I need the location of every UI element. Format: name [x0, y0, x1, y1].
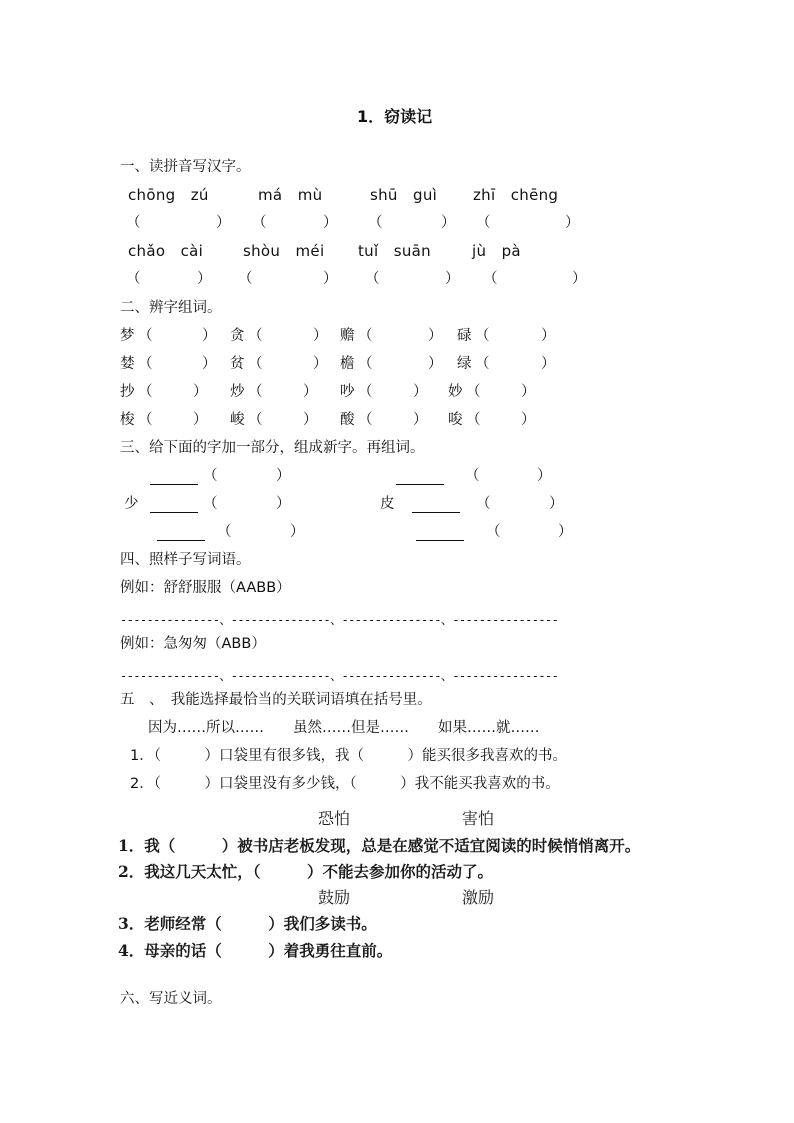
answer-paren-open: （ [248, 412, 263, 428]
answer-paren-open: （ [126, 215, 141, 231]
char-item: 峻 [230, 412, 245, 428]
char-item: 檐 [340, 356, 355, 372]
word-choice: 害怕 [462, 809, 495, 828]
char-item: 赡 [340, 328, 355, 344]
answer-paren-close: ） [276, 468, 291, 484]
answer-paren-close: ） [303, 412, 318, 428]
answer-paren-close: ） [197, 271, 212, 287]
answer-paren-open: （ [248, 328, 263, 344]
question-3: 1．我（ ）被书店老板发现，总是在感觉不适宜阅读的时候悄悄离开。 [118, 836, 641, 855]
answer-paren-close: ） [428, 328, 443, 344]
answer-paren-open: （ [138, 412, 153, 428]
answer-paren-close: ） [303, 384, 318, 400]
answer-paren-open: （ [248, 384, 263, 400]
char-item: 贫 [230, 356, 245, 372]
char-item: 贪 [230, 328, 245, 344]
example-2: 例如：急匆匆（ABB） [120, 636, 266, 652]
page-title: 1．窃读记 [357, 107, 433, 126]
char-item: 妙 [448, 384, 463, 400]
pinyin-item: shòu méi [243, 242, 325, 260]
answer-paren-open: （ [248, 356, 263, 372]
pinyin-item: chōng zú [128, 186, 209, 204]
answer-dash-line: ---------------、---------------、---------------、---------------- [120, 613, 559, 627]
answer-paren-close: ） [445, 271, 460, 287]
answer-paren-close: ） [441, 215, 456, 231]
answer-paren-open: （ [466, 412, 481, 428]
answer-paren-open: （ [358, 384, 373, 400]
blank-line [150, 512, 198, 513]
answer-paren-open: （ [203, 496, 218, 512]
char-item: 抄 [120, 384, 135, 400]
answer-paren-open: （ [358, 356, 373, 372]
section-6-heading: 六、写近义词。 [120, 991, 222, 1007]
answer-paren-open: （ [126, 271, 141, 287]
answer-paren-close: ） [541, 328, 556, 344]
answer-paren-open: （ [365, 271, 380, 287]
answer-paren-open: （ [486, 524, 501, 540]
pinyin-item: shū guì [370, 186, 438, 204]
answer-paren-open: （ [475, 328, 490, 344]
answer-paren-open: （ [466, 384, 481, 400]
answer-paren-close: ） [549, 496, 564, 512]
question-6: 4．母亲的话（ ）着我勇往直前。 [118, 941, 393, 960]
answer-paren-open: （ [138, 384, 153, 400]
char-item: 唆 [448, 412, 463, 428]
answer-paren-close: ） [558, 524, 573, 540]
base-char: 少 [124, 496, 139, 512]
conjunction-options: 因为……所以…… 虽然……但是…… 如果……就…… [148, 720, 540, 736]
answer-paren-close: ） [413, 412, 428, 428]
answer-paren-close: ） [216, 215, 231, 231]
answer-paren-open: （ [368, 215, 383, 231]
answer-paren-close: ） [313, 356, 328, 372]
answer-paren-open: （ [138, 356, 153, 372]
answer-paren-open: （ [465, 468, 480, 484]
answer-paren-open: （ [217, 524, 232, 540]
answer-paren-close: ） [193, 384, 208, 400]
answer-paren-close: ） [323, 215, 338, 231]
blank-line [157, 540, 205, 541]
answer-paren-close: ） [541, 356, 556, 372]
pinyin-item: zhī chēng [473, 186, 559, 204]
base-char: 皮 [380, 496, 395, 512]
question-5: 3．老师经常（ ）我们多读书。 [118, 914, 377, 933]
blank-line [416, 540, 464, 541]
answer-paren-close: ） [565, 215, 580, 231]
answer-paren-close: ） [313, 328, 328, 344]
answer-paren-open: （ [252, 215, 267, 231]
word-choice: 鼓励 [318, 888, 351, 907]
section-1-heading: 一、读拼音写汉字。 [120, 159, 251, 175]
answer-paren-close: ） [323, 271, 338, 287]
char-item: 绿 [457, 356, 472, 372]
blank-line [412, 512, 460, 513]
answer-paren-open: （ [476, 215, 491, 231]
pinyin-item: jù pà [472, 242, 521, 260]
answer-dash-line: ---------------、---------------、---------------、---------------- [120, 669, 559, 683]
char-item: 酸 [340, 412, 355, 428]
char-item: 吵 [340, 384, 355, 400]
answer-paren-open: （ [138, 328, 153, 344]
question-1: 1．（ ）口袋里有很多钱，我（ ）能买很多我喜欢的书。 [130, 748, 567, 764]
blank-line [150, 484, 198, 485]
word-choice: 恐怕 [318, 809, 351, 828]
answer-paren-close: ） [537, 468, 552, 484]
char-item: 婪 [120, 356, 135, 372]
example-1: 例如：舒舒服服（AABB） [120, 580, 291, 596]
answer-paren-close: ） [521, 412, 536, 428]
blank-line [396, 484, 444, 485]
answer-paren-open: （ [358, 412, 373, 428]
answer-paren-open: （ [475, 356, 490, 372]
section-3-heading: 三、给下面的字加一部分，组成新字。再组词。 [120, 440, 425, 456]
answer-paren-close: ） [413, 384, 428, 400]
answer-paren-close: ） [193, 412, 208, 428]
section-4-heading: 四、照样子写词语。 [120, 552, 251, 568]
answer-paren-open: （ [238, 271, 253, 287]
char-item: 梦 [120, 328, 135, 344]
answer-paren-close: ） [290, 524, 305, 540]
answer-paren-close: ） [202, 356, 217, 372]
pinyin-item: chǎo cài [128, 242, 204, 260]
answer-paren-open: （ [358, 328, 373, 344]
answer-paren-open: （ [476, 496, 491, 512]
pinyin-item: tuǐ suān [358, 242, 431, 260]
answer-paren-close: ） [202, 328, 217, 344]
word-choice: 激励 [462, 888, 495, 907]
section-5-heading: 五 、 我能选择最恰当的关联词语填在括号里。 [120, 692, 432, 708]
char-item: 梭 [120, 412, 135, 428]
answer-paren-open: （ [483, 271, 498, 287]
char-item: 碌 [457, 328, 472, 344]
section-2-heading: 二、辨字组词。 [120, 300, 222, 316]
answer-paren-close: ） [276, 496, 291, 512]
answer-paren-open: （ [203, 468, 218, 484]
answer-paren-close: ） [521, 384, 536, 400]
answer-paren-close: ） [572, 271, 587, 287]
question-2: 2．（ ）口袋里没有多少钱，（ ）我不能买我喜欢的书。 [130, 776, 560, 792]
pinyin-item: má mù [258, 186, 323, 204]
char-item: 炒 [230, 384, 245, 400]
question-4: 2．我这几天太忙，（ ）不能去参加你的活动了。 [118, 862, 494, 881]
answer-paren-close: ） [428, 356, 443, 372]
